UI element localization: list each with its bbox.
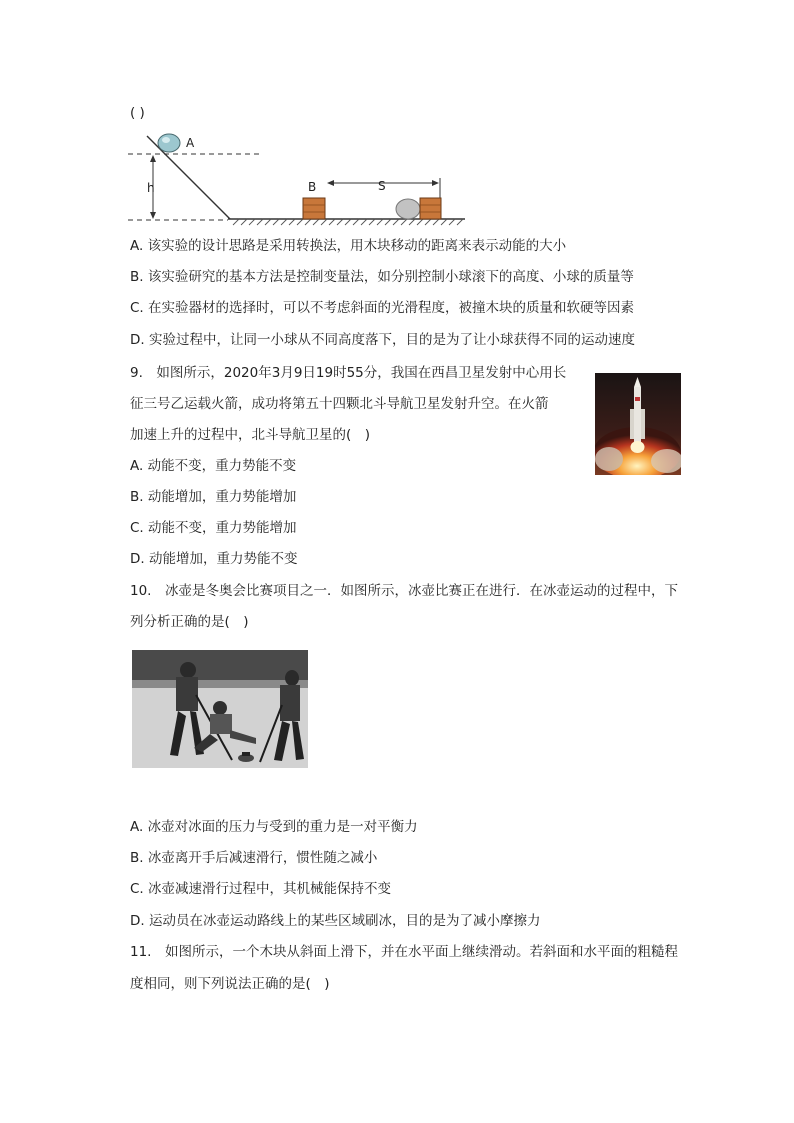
label-a: A bbox=[186, 136, 195, 150]
q10-option-b: B. 冰壶离开手后减速滑行，惯性随之减小 bbox=[130, 850, 378, 866]
q9-option-b: B. 动能增加，重力势能增加 bbox=[130, 489, 297, 505]
q10-stem-line-2: 列分析正确的是( ) bbox=[130, 614, 249, 630]
q10-option-a: A. 冰壶对冰面的压力与受到的重力是一对平衡力 bbox=[130, 819, 418, 835]
ball-a bbox=[158, 134, 180, 152]
q8-option-a: A. 该实验的设计思路是采用转换法，用木块移动的距离来表示动能的大小 bbox=[130, 238, 567, 254]
q9-option-d: D. 动能增加，重力势能不变 bbox=[130, 551, 298, 567]
ball-rest bbox=[396, 199, 420, 219]
q9-stem-line-3: 加速上升的过程中，北斗导航卫星的( ) bbox=[130, 427, 371, 443]
curling-photo bbox=[132, 650, 308, 768]
q8-experiment-figure bbox=[125, 128, 470, 230]
block-moved bbox=[420, 198, 441, 219]
q8-option-d: D. 实验过程中，让同一小球从不同高度落下，目的是为了让小球获得不同的运动速度 bbox=[130, 332, 635, 348]
label-h: h bbox=[147, 181, 155, 195]
q11-stem-line-2: 度相同，则下列说法正确的是( ) bbox=[130, 976, 330, 992]
q8-paren: ( ) bbox=[130, 105, 145, 121]
ground-hatching bbox=[233, 219, 463, 225]
q9-stem-line-1: 9. 如图所示，2020年3月9日19时55分，我国在西昌卫星发射中心用长 bbox=[130, 365, 567, 381]
label-s: S bbox=[378, 179, 386, 193]
rocket-launch-photo bbox=[595, 373, 681, 475]
q11-stem-line-1: 11. 如图所示，一个木块从斜面上滑下，并在水平面上继续滑动。若斜面和水平面的粗糙程 bbox=[130, 944, 678, 960]
q9-option-a: A. 动能不变，重力势能不变 bbox=[130, 458, 297, 474]
q10-stem-line-1: 10. 冰壶是冬奥会比赛项目之一．如图所示，冰壶比赛正在进行．在冰壶运动的过程中，下 bbox=[130, 583, 678, 599]
q8-option-c: C. 在实验器材的选择时，可以不考虑斜面的光滑程度，被撞木块的质量和软硬等因素 bbox=[130, 300, 635, 316]
q8-option-b: B. 该实验研究的基本方法是控制变量法，如分别控制小球滚下的高度、小球的质量等 bbox=[130, 269, 634, 285]
q9-option-c: C. 动能不变，重力势能增加 bbox=[130, 520, 297, 536]
q10-option-d: D. 运动员在冰壶运动路线上的某些区域刷冰，目的是为了减小摩擦力 bbox=[130, 913, 541, 929]
block-b bbox=[303, 198, 325, 219]
q9-stem-line-2: 征三号乙运载火箭，成功将第五十四颗北斗导航卫星发射升空。在火箭 bbox=[130, 396, 549, 412]
q10-option-c: C. 冰壶减速滑行过程中，其机械能保持不变 bbox=[130, 881, 392, 897]
label-b: B bbox=[308, 180, 317, 194]
